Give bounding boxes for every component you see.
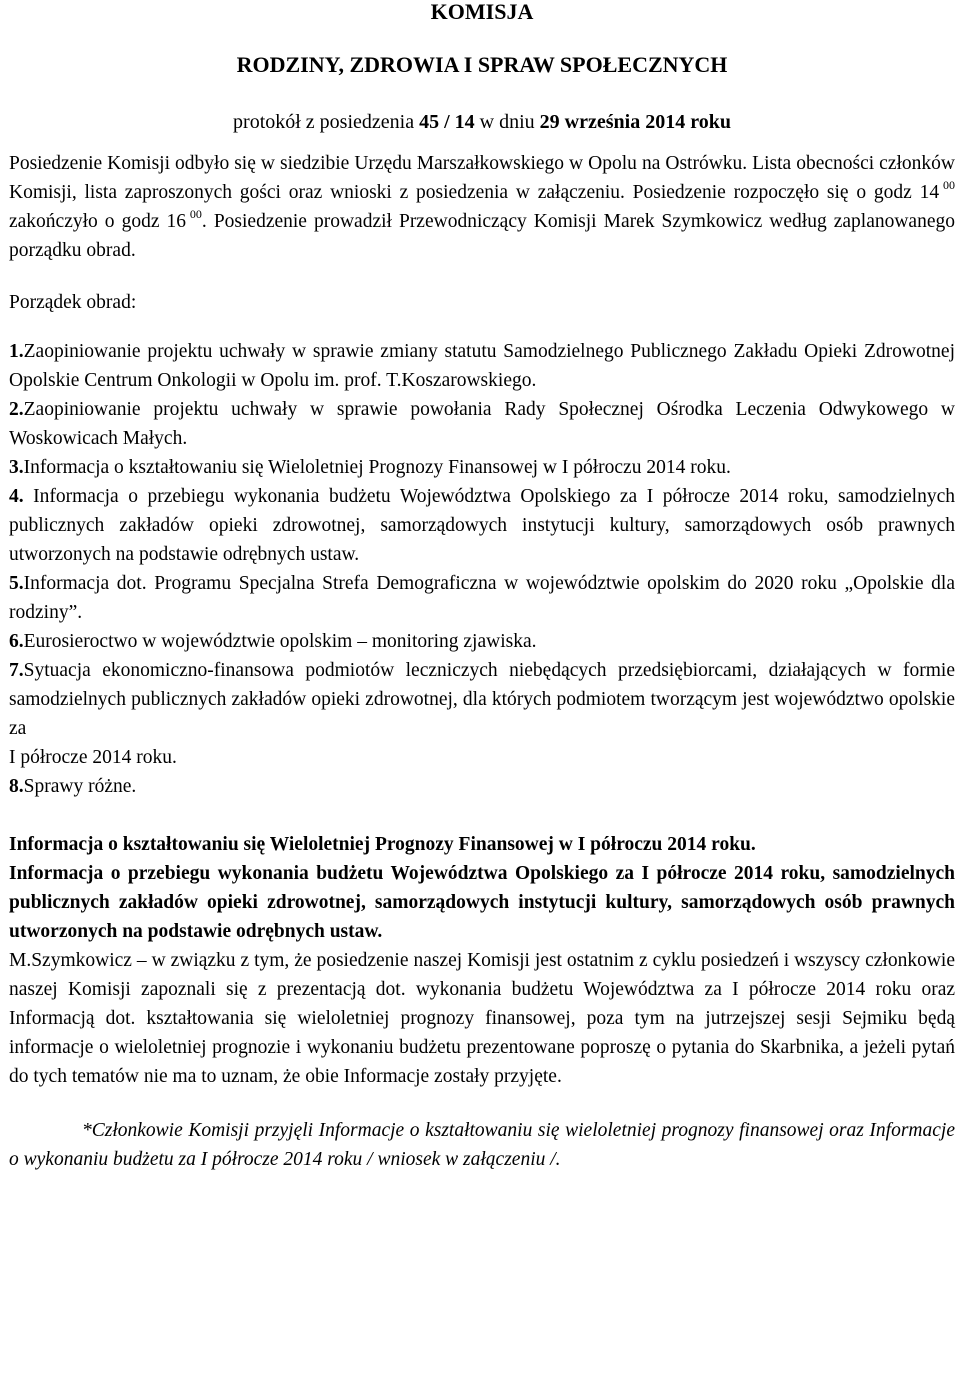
- agenda-item-text: Zaopiniowanie projektu uchwały w sprawie zmiany statutu Samodzielnego Publicznego Zakładu Opieki Zdrowotnej Opolskie Centrum Onkologii w Opolu im. prof. T.Koszarowskiego.: [9, 341, 955, 391]
- section-heading-1: Informacja o kształtowaniu się Wieloletniej Prognozy Finansowej w I półroczu 2014 roku.: [9, 834, 756, 855]
- agenda-item-8: [9, 772, 955, 801]
- agenda-item-7-tail: I półrocze 2014 roku.: [9, 747, 177, 768]
- protocol-number: 45 / 14: [419, 111, 475, 133]
- agenda-item-7-main: [9, 656, 955, 743]
- agenda-item-text: Zaopiniowanie projektu uchwały w sprawie powołania Rady Społecznej Ośrodka Leczenia Odwykowego w Woskowicach Małych.: [9, 399, 955, 449]
- agenda-item-number: 4.: [9, 486, 24, 507]
- agenda-item-6: [9, 627, 955, 656]
- protocol-middle: w dniu: [474, 111, 540, 133]
- section-heading-2: Informacja o przebiegu wykonania budżetu Województwa Opolskiego za I półrocze 2014 roku, samodzielnych publicznych zakładów opieki zdrowotnej, samorządowych instytucji kultury, samorządowych osób prawnych utworzonych na podstawie odrębnych ustaw.: [9, 863, 955, 942]
- agenda-item-1: [9, 337, 955, 395]
- document-title: KOMISJA: [430, 0, 534, 24]
- intro-paragraph: [9, 149, 955, 265]
- agenda-item-4: [9, 482, 955, 569]
- agenda-item-3: [9, 453, 955, 482]
- footnote-note: *Członkowie Komisji przyjęli Informacje o kształtowaniu się wieloletniej prognozy finansowej oraz Informacje o wykonaniu budżetu za I półrocze 2014 roku / wniosek w załączeniu /.: [9, 1120, 955, 1170]
- section-body: M.Szymkowicz – w związku z tym, że posiedzenie naszej Komisji jest ostatnim z cyklu posiedzeń i wszyscy członkowie naszej Komisji zapoznali się z prezentacją dot. wykonania budżetu Województwa za I półrocze 2014 roku oraz Informacją dot. kształtowania się wieloletniej prognozy finansowej, poza tym na jutrzejszej sesji Sejmiku będą informacje o wieloletniej prognozie i wykonaniu budżetu prezentowane poproszę o pytania do Skarbnika, a jeżeli pytań do tych tematów nie ma to uznam, że obie Informacje zostały przyjęte.: [9, 950, 955, 1087]
- agenda-item-number: 6.: [9, 631, 24, 652]
- agenda-item-number: 3.: [9, 457, 24, 478]
- agenda-item-7: [9, 656, 955, 772]
- agenda-item-number: 7.: [9, 660, 24, 681]
- agenda-item-number: 8.: [9, 776, 24, 797]
- agenda-list: [9, 337, 955, 801]
- end-time-superscript: 00: [189, 207, 202, 221]
- document-page: [9, 0, 955, 1174]
- agenda-item-text: Eurosieroctwo w województwie opolskim – monitoring zjawiska.: [23, 631, 537, 652]
- discussion-section: [9, 830, 955, 1091]
- agenda-item-5: [9, 569, 955, 627]
- agenda-heading: Porządek obrad:: [9, 292, 137, 313]
- agenda-item-text: Informacja dot. Programu Specjalna Strefa Demograficzna w województwie opolskim do 2020 roku „Opolskie dla rodziny”.: [9, 573, 955, 623]
- agenda-item-2: [9, 395, 955, 453]
- start-time-superscript: 00: [943, 178, 955, 192]
- agenda-item-number: 5.: [9, 573, 24, 594]
- protocol-line: [9, 107, 955, 137]
- agenda-item-text: Informacja o przebiegu wykonania budżetu Województwa Opolskiego za I półrocze 2014 roku, samodzielnych publicznych zakładów opieki zdrowotnej, samorządowych instytucji kultury, samorządowych osób prawnych utworzonych na podstawie odrębnych ustaw.: [9, 486, 955, 565]
- protocol-prefix: protokół z posiedzenia: [233, 111, 420, 133]
- protocol-date: 29 września 2014 roku: [539, 111, 731, 133]
- agenda-item-number: 1.: [9, 341, 24, 362]
- intro-text-2: zakończyło o godz 16: [9, 211, 187, 232]
- intro-text-1: Posiedzenie Komisji odbyło się w siedzibie Urzędu Marszałkowskiego w Opolu na Ostrówku. Lista obecności członków Komisji, lista zaproszonych gości oraz wnioski z posiedzenia w załączeniu. Posiedzenie rozpoczęło się o godz 14: [9, 153, 955, 203]
- agenda-item-text: Sytuacja ekonomiczno-finansowa podmiotów leczniczych niebędących przedsiębiorcami, działających w formie samodzielnych publicznych zakładów opieki zdrowotnej, dla których podmiotem tworzącym jest województwo opolskie za: [9, 660, 955, 739]
- agenda-item-text: Sprawy różne.: [23, 776, 137, 797]
- intro-text-3: . Posiedzenie prowadził Przewodniczący Komisji Marek Szymkowicz według zaplanowanego porządku obrad.: [9, 211, 955, 261]
- committee-name: RODZINY, ZDROWIA I SPRAW SPOŁECZNYCH: [236, 52, 728, 77]
- agenda-item-text: Informacja o kształtowaniu się Wieloletniej Prognozy Finansowej w I półroczu 2014 roku.: [23, 457, 731, 478]
- agenda-item-number: 2.: [9, 399, 24, 420]
